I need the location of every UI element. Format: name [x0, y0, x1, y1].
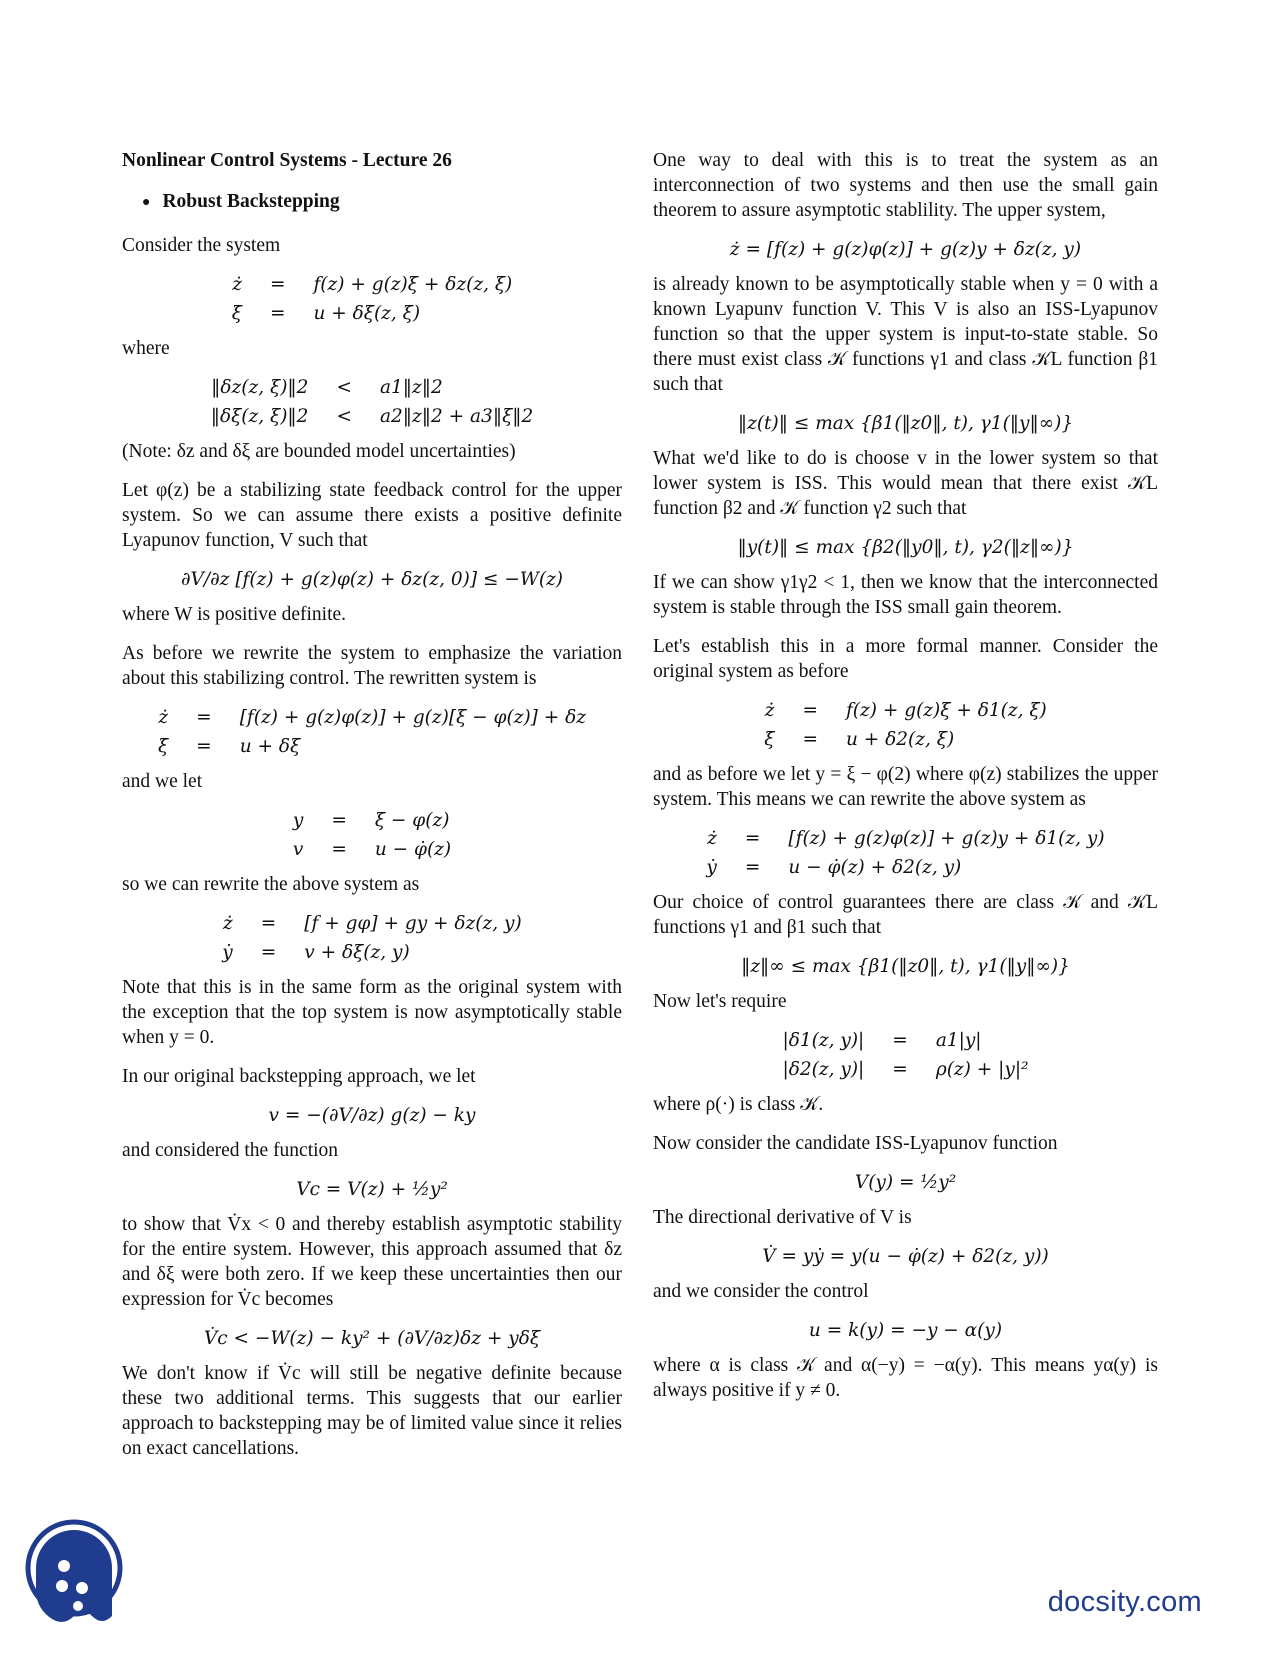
equation-system: |δ1(z, y)| = a1|y| |δ2(z, y)| = ρ(z) + |y|²	[782, 1030, 1029, 1080]
equation-system: ż = f(z) + g(z)ξ + δz(z, ξ) ξ̇ = u + δξ(z, ξ)	[231, 274, 513, 325]
equation-system: y = ξ − φ(z) v = u − φ̇(z)	[292, 810, 452, 861]
equation: ‖y(t)‖ ≤ max {β2(‖y0‖, t), γ2(‖z‖∞)}	[737, 537, 1074, 558]
section-heading: ● Robust Backstepping	[142, 189, 622, 215]
paragraph: Let φ(z) be a stabilizing state feedback control for the upper system. So we can assume there exists a positive definite Lyapunov function, V such that	[122, 480, 622, 552]
equation: ∂V/∂z [f(z) + g(z)φ(z) + δz(z, 0)] ≤ −W(z)	[180, 569, 564, 591]
equation: ‖z(t)‖ ≤ max {β1(‖z0‖, t), γ1(‖y‖∞)}	[737, 413, 1074, 434]
paragraph: so we can rewrite the above system as	[122, 874, 420, 896]
paragraph: Note that this is in the same form as the original system with the exception that the top system is now asymptotically stable when y = 0.	[122, 977, 622, 1049]
paragraph: (Note: δz and δξ are bounded model uncertainties)	[122, 441, 516, 463]
paragraph: Now let's require	[653, 991, 787, 1012]
equation-system: ‖δz(z, ξ)‖2 < a1‖z‖2 ‖δξ(z, ξ)‖2 < a2‖z‖2 + a3‖ξ‖2	[210, 377, 534, 428]
paragraph: to show that V̇x < 0 and thereby establish asymptotic stability for the entire system. However, this approach assumed that δz and δξ were both zero. If we keep these uncertainties then our expression for V̇c becomes	[122, 1214, 622, 1311]
paragraph: The directional derivative of V is	[653, 1207, 912, 1228]
paragraph: where ρ(·) is class 𝒦.	[653, 1094, 824, 1115]
equation: Vc = V(z) + ½y²	[296, 1179, 448, 1201]
right-column	[653, 148, 1158, 1417]
bullet-icon: ●	[142, 195, 151, 211]
equation: V̇c < −W(z) − ky² + (∂V/∂z)δz + yδξ	[203, 1328, 541, 1350]
paragraph: As before we rewrite the system to emphasize the variation about this stabilizing control. The rewritten system is	[122, 643, 622, 690]
paragraph: and as before we let y = ξ − φ(2) where φ(z) stabilizes the upper system. This means we can rewrite the above system as	[653, 764, 1158, 810]
equation: V(y) = ½y²	[854, 1172, 957, 1193]
paragraph: Our choice of control guarantees there are class 𝒦 and 𝒦L functions γ1 and β1 such that	[653, 892, 1158, 938]
paragraph: In our original backstepping approach, we let	[122, 1066, 476, 1088]
paragraph: One way to deal with this is to treat the system as an interconnection of two systems and then use the small gain theorem to assure asymptotic stablility. The upper system,	[653, 150, 1158, 221]
equation: V̇ = yẏ = y(u − φ̇(z) + δ2(z, y))	[762, 1246, 1049, 1267]
equation-system: ż = [f(z) + g(z)φ(z)] + g(z)y + δ1(z, y) ẏ = u − φ̇(z) + δ2(z, y)	[706, 828, 1105, 878]
equation-system: ż = [f(z) + g(z)φ(z)] + g(z)[ξ − φ(z)] + δz ξ̇ = u + δξ	[157, 707, 587, 758]
paragraph: and we let	[122, 771, 203, 793]
equation: v = −(∂V/∂z) g(z) − ky	[268, 1105, 476, 1127]
paragraph: and considered the function	[122, 1140, 339, 1162]
paragraph: Now consider the candidate ISS-Lyapunov function	[653, 1133, 1058, 1154]
left-column	[122, 148, 622, 1475]
paragraph: We don't know if V̇c will still be negative definite because these two additional terms. This suggests that our earlier approach to backstepping may be of limited value since it relies on exact cancellations.	[122, 1363, 622, 1460]
paragraph: Let's establish this in a more formal manner. Consider the original system as before	[653, 636, 1158, 682]
brand-watermark[interactable]: docsity.com	[1047, 1586, 1202, 1618]
equation-system: ż = [f + gφ] + gy + δz(z, y) ẏ = v + δξ(z, y)	[222, 913, 522, 964]
paragraph: where W is positive definite.	[122, 604, 347, 626]
equation: u = k(y) = −y − α(y)	[808, 1320, 1003, 1341]
paragraph: Consider the system	[122, 235, 281, 257]
paragraph: What we'd like to do is choose v in the lower system so that lower system is ISS. This would mean that there exist 𝒦L function β2 and 𝒦 function γ2 such that	[653, 448, 1158, 519]
docsity-logo-icon[interactable]	[22, 1516, 126, 1634]
equation-system: ż = f(z) + g(z)ξ + δ1(z, ξ) ξ̇ = u + δ2(z, ξ)	[764, 700, 1047, 750]
paragraph: where	[122, 338, 170, 360]
paragraph: If we can show γ1γ2 < 1, then we know that the interconnected system is stable through the ISS small gain theorem.	[653, 572, 1158, 618]
paragraph: and we consider the control	[653, 1281, 869, 1302]
paragraph: is already known to be asymptotically stable when y = 0 with a known Lyapunv function V. This V is also an ISS-Lyapunov function so that the upper system is input-to-state stable. So there must exist class 𝒦 functions γ1 and class 𝒦L function β1 such that	[653, 274, 1158, 395]
equation: ‖z‖∞ ≤ max {β1(‖z0‖, t), γ1(‖y‖∞)}	[741, 956, 1070, 977]
lecture-title: Nonlinear Control Systems - Lecture 26	[122, 150, 452, 171]
equation: ż = [f(z) + g(z)φ(z)] + g(z)y + δz(z, y)	[729, 239, 1082, 260]
paragraph: where α is class 𝒦 and α(−y) = −α(y). This means yα(y) is always positive if y ≠ 0.	[653, 1355, 1158, 1401]
